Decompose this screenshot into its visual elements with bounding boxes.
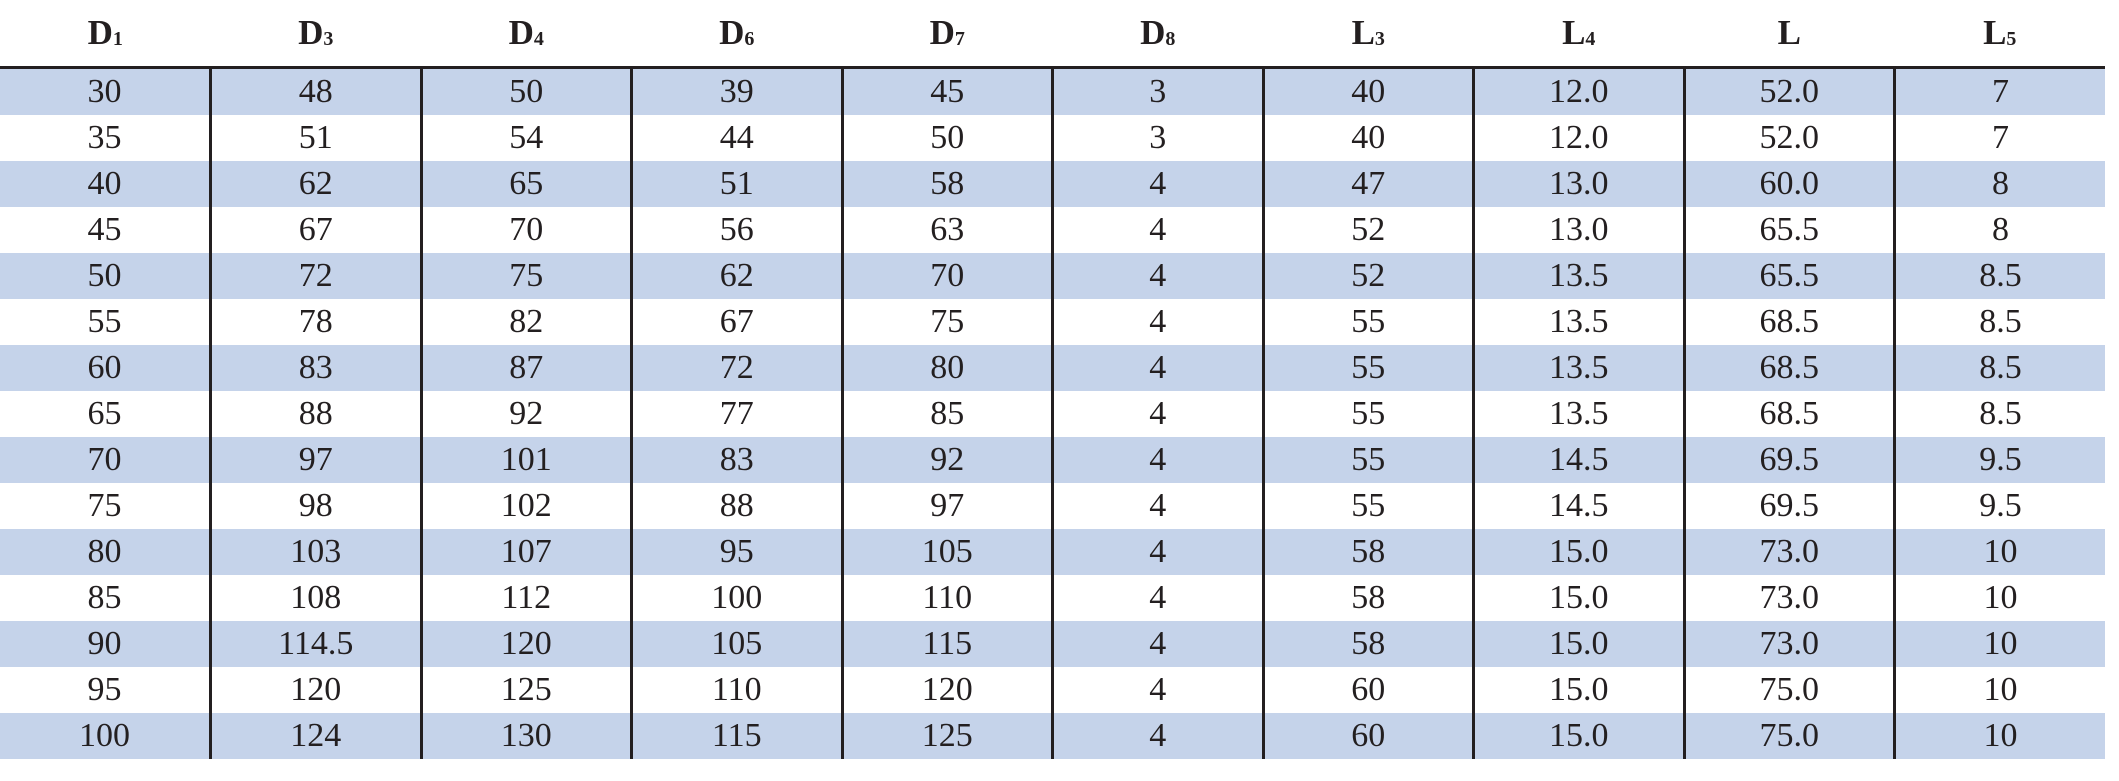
table-cell: 78 [211,299,422,345]
table-cell: 112 [421,575,632,621]
column-header [211,0,422,68]
table-cell: 101 [421,437,632,483]
table-cell: 88 [632,483,843,529]
table-cell: 45 [842,68,1053,116]
table-cell: 8.5 [1895,345,2106,391]
table-row [0,68,2105,116]
table-row [0,207,2105,253]
table-row [0,161,2105,207]
table-cell: 92 [842,437,1053,483]
table-cell: 72 [632,345,843,391]
column-header [1263,0,1474,68]
column-header-subscript: 7 [954,28,965,50]
table-cell: 68.5 [1684,391,1895,437]
table-cell: 63 [842,207,1053,253]
table-cell: 73.0 [1684,529,1895,575]
table-cell: 56 [632,207,843,253]
table-cell: 35 [0,115,211,161]
table-cell: 8.5 [1895,299,2106,345]
table-cell: 10 [1895,713,2106,759]
table-cell: 8 [1895,161,2106,207]
table-cell: 55 [0,299,211,345]
column-header-symbol: D [508,13,534,52]
header-row [0,0,2105,68]
table-cell: 30 [0,68,211,116]
table-cell: 13.5 [1474,345,1685,391]
table-row [0,437,2105,483]
table-cell: 4 [1053,161,1264,207]
table-cell: 4 [1053,207,1264,253]
table-cell: 55 [1263,483,1474,529]
table-cell: 120 [842,667,1053,713]
table-cell: 77 [632,391,843,437]
table-row [0,621,2105,667]
column-header-subscript: 3 [323,28,334,50]
table-cell: 105 [632,621,843,667]
table-row [0,575,2105,621]
table-cell: 10 [1895,529,2106,575]
table-cell: 103 [211,529,422,575]
table-cell: 54 [421,115,632,161]
table-cell: 65.5 [1684,207,1895,253]
table-cell: 14.5 [1474,437,1685,483]
column-header-symbol: D [298,13,324,52]
table-cell: 97 [211,437,422,483]
column-header [1474,0,1685,68]
table-cell: 107 [421,529,632,575]
table-cell: 60 [1263,667,1474,713]
table-cell: 60 [1263,713,1474,759]
table-cell: 3 [1053,115,1264,161]
table-cell: 12.0 [1474,68,1685,116]
table-cell: 80 [842,345,1053,391]
table-cell: 39 [632,68,843,116]
table-cell: 4 [1053,391,1264,437]
table-cell: 68.5 [1684,345,1895,391]
table-cell: 40 [1263,115,1474,161]
table-cell: 13.0 [1474,207,1685,253]
table-cell: 75.0 [1684,713,1895,759]
table-cell: 4 [1053,667,1264,713]
table-cell: 100 [632,575,843,621]
table-header [0,0,2105,68]
table-cell: 98 [211,483,422,529]
column-header [1053,0,1264,68]
table-cell: 58 [1263,621,1474,667]
table-cell: 4 [1053,437,1264,483]
table-cell: 102 [421,483,632,529]
column-header-symbol: D [1140,13,1166,52]
table-cell: 55 [1263,391,1474,437]
table-cell: 13.5 [1474,391,1685,437]
table-cell: 70 [0,437,211,483]
table-cell: 48 [211,68,422,116]
table-cell: 65 [0,391,211,437]
table-row [0,345,2105,391]
table-cell: 58 [1263,575,1474,621]
table-cell: 15.0 [1474,621,1685,667]
table-cell: 72 [211,253,422,299]
table-cell: 44 [632,115,843,161]
table-row [0,253,2105,299]
column-header [1895,0,2106,68]
table-cell: 15.0 [1474,575,1685,621]
table-cell: 51 [211,115,422,161]
table-cell: 115 [632,713,843,759]
table-cell: 50 [842,115,1053,161]
table-cell: 73.0 [1684,621,1895,667]
table-cell: 50 [0,253,211,299]
table-cell: 70 [421,207,632,253]
table-cell: 69.5 [1684,437,1895,483]
table-cell: 87 [421,345,632,391]
table-row [0,483,2105,529]
table-cell: 73.0 [1684,575,1895,621]
table-cell: 15.0 [1474,713,1685,759]
column-header-symbol: D [719,13,745,52]
table-cell: 55 [1263,345,1474,391]
table-cell: 83 [211,345,422,391]
column-header [842,0,1053,68]
table-cell: 45 [0,207,211,253]
table-cell: 124 [211,713,422,759]
column-header-subscript: 4 [1585,28,1596,50]
table-cell: 62 [211,161,422,207]
table-row [0,713,2105,759]
table-cell: 52 [1263,207,1474,253]
column-header-symbol: L [1351,13,1375,52]
table-cell: 100 [0,713,211,759]
table-cell: 13.5 [1474,253,1685,299]
table-cell: 67 [632,299,843,345]
table-cell: 7 [1895,68,2106,116]
column-header-symbol: D [929,13,955,52]
column-header [632,0,843,68]
table-cell: 8.5 [1895,391,2106,437]
table-cell: 50 [421,68,632,116]
table-cell: 68.5 [1684,299,1895,345]
table-cell: 12.0 [1474,115,1685,161]
column-header-symbol: D [87,13,113,52]
table-cell: 75 [421,253,632,299]
table-cell: 3 [1053,68,1264,116]
table-cell: 47 [1263,161,1474,207]
table-cell: 105 [842,529,1053,575]
table-cell: 14.5 [1474,483,1685,529]
table-cell: 4 [1053,253,1264,299]
table-cell: 4 [1053,299,1264,345]
table-cell: 90 [0,621,211,667]
table-cell: 88 [211,391,422,437]
table-cell: 65.5 [1684,253,1895,299]
table-cell: 52 [1263,253,1474,299]
table-cell: 110 [632,667,843,713]
table-cell: 120 [421,621,632,667]
column-header-subscript: 3 [1374,28,1385,50]
table-body [0,68,2105,760]
column-header-subscript: 5 [2006,28,2017,50]
table-cell: 108 [211,575,422,621]
table-cell: 58 [1263,529,1474,575]
table-row [0,115,2105,161]
table-cell: 67 [211,207,422,253]
table-cell: 95 [632,529,843,575]
table-cell: 4 [1053,621,1264,667]
table-cell: 125 [421,667,632,713]
table-cell: 62 [632,253,843,299]
table-cell: 52.0 [1684,115,1895,161]
table-cell: 85 [842,391,1053,437]
table-cell: 40 [1263,68,1474,116]
table-cell: 4 [1053,345,1264,391]
table-cell: 4 [1053,529,1264,575]
table-cell: 80 [0,529,211,575]
table-cell: 60.0 [1684,161,1895,207]
table-cell: 70 [842,253,1053,299]
table-cell: 55 [1263,299,1474,345]
table-cell: 130 [421,713,632,759]
table-cell: 75 [0,483,211,529]
table-cell: 15.0 [1474,667,1685,713]
table-cell: 60 [0,345,211,391]
table-cell: 125 [842,713,1053,759]
table-cell: 92 [421,391,632,437]
table-row [0,667,2105,713]
table-cell: 7 [1895,115,2106,161]
table-cell: 8 [1895,207,2106,253]
column-header-subscript: 8 [1165,28,1176,50]
table-cell: 15.0 [1474,529,1685,575]
table-cell: 75 [842,299,1053,345]
table-cell: 40 [0,161,211,207]
table-cell: 75.0 [1684,667,1895,713]
table-cell: 13.0 [1474,161,1685,207]
column-header-symbol: L [1983,13,2007,52]
table-cell: 9.5 [1895,483,2106,529]
table-cell: 110 [842,575,1053,621]
column-header-symbol: L [1562,13,1586,52]
table-cell: 65 [421,161,632,207]
table-cell: 120 [211,667,422,713]
column-header-subscript: 1 [112,28,123,50]
table-row [0,299,2105,345]
column-header-subscript: 6 [744,28,755,50]
table-cell: 115 [842,621,1053,667]
table-cell: 4 [1053,713,1264,759]
column-header [421,0,632,68]
table-cell: 97 [842,483,1053,529]
table-cell: 4 [1053,483,1264,529]
table-cell: 83 [632,437,843,483]
table-cell: 52.0 [1684,68,1895,116]
table-cell: 13.5 [1474,299,1685,345]
table-row [0,529,2105,575]
table-cell: 51 [632,161,843,207]
column-header-symbol: L [1777,13,1801,52]
table-cell: 82 [421,299,632,345]
table-cell: 85 [0,575,211,621]
table-cell: 114.5 [211,621,422,667]
table-cell: 69.5 [1684,483,1895,529]
table-cell: 8.5 [1895,253,2106,299]
table-cell: 10 [1895,667,2106,713]
table-row [0,391,2105,437]
table-cell: 58 [842,161,1053,207]
table-cell: 10 [1895,621,2106,667]
table-cell: 95 [0,667,211,713]
column-header [1684,0,1895,68]
column-header-subscript: 4 [533,28,544,50]
table-cell: 55 [1263,437,1474,483]
column-header [0,0,211,68]
table-cell: 9.5 [1895,437,2106,483]
table-cell: 4 [1053,575,1264,621]
table-cell: 10 [1895,575,2106,621]
